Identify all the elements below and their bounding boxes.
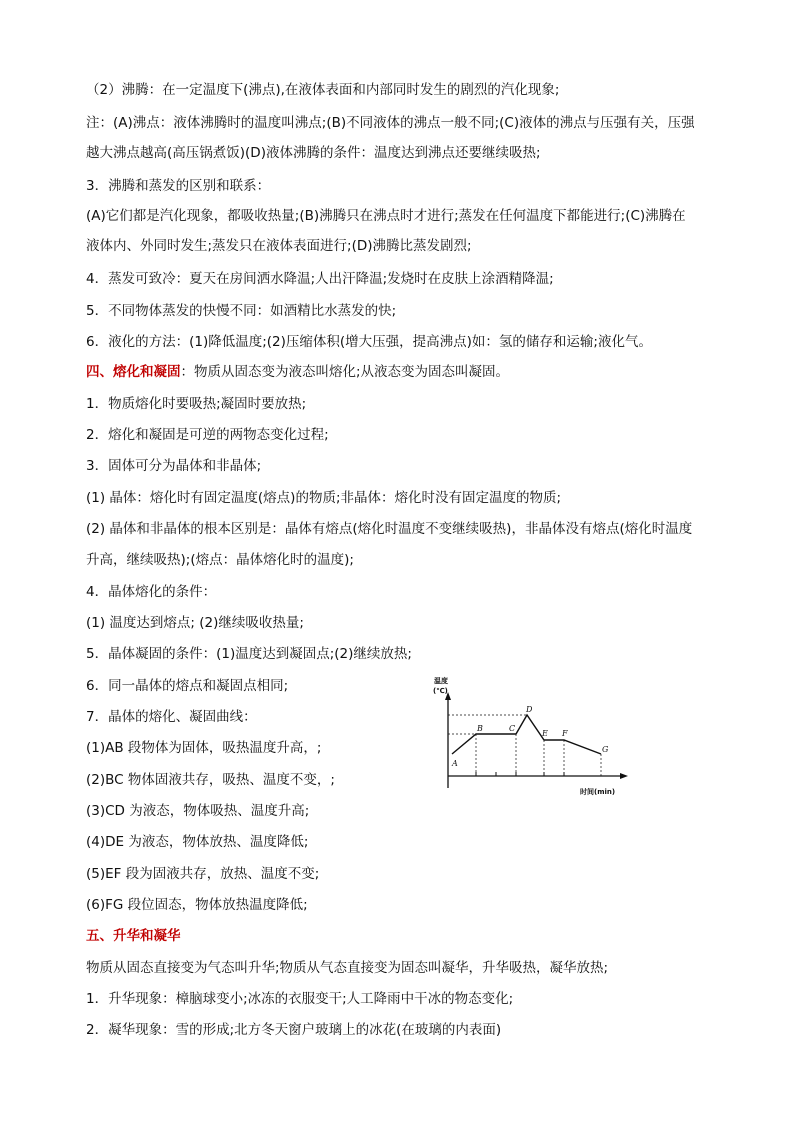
text-line: （2）沸腾：在一定温度下(沸点),在液体表面和内部同时发生的剧烈的汽化现象; <box>86 82 560 98</box>
text-line: 液体内、外同时发生;蒸发只在液体表面进行;(D)沸腾比蒸发剧烈; <box>86 238 472 254</box>
text-line: (5)EF 段为固液共存，放热、温度不变; <box>86 866 320 882</box>
text-line: 1．物质熔化时要吸热;凝固时要放热; <box>86 396 307 412</box>
text-line: 6．同一晶体的熔点和凝固点相同; <box>86 678 289 694</box>
text-line: 物质从固态直接变为气态叫升华;物质从气态直接变为固态叫凝华，升华吸热，凝华放热; <box>86 960 609 976</box>
text-line: 2．凝华现象：雪的形成;北方冬天窗户玻璃上的冰花(在玻璃的内表面) <box>86 1022 502 1038</box>
melting-solidification-curve <box>420 670 630 800</box>
text-line: 3．沸腾和蒸发的区别和联系： <box>86 178 271 194</box>
text-line: (1)AB 段物体为固体，吸热温度升高，; <box>86 740 322 756</box>
text-line: 越大沸点越高(高压锅煮饭)(D)液体沸腾的条件：温度达到沸点还要继续吸热; <box>86 145 541 161</box>
point-label-b: B <box>477 724 483 733</box>
text-line: (2)BC 物体固液共存，吸热、温度不变，; <box>86 772 335 788</box>
text-line: (3)CD 为液态，物体吸热、温度升高; <box>86 803 310 819</box>
x-axis-arrow <box>620 773 628 779</box>
section-heading-line <box>86 362 509 382</box>
text-line: 注：(A)沸点：液体沸腾时的温度叫沸点;(B)不同液体的沸点一般不同;(C)液体的沸点与压强有关，压强 <box>86 115 695 131</box>
text-line: (4)DE 为液态，物体放热、温度降低; <box>86 834 309 850</box>
x-axis-label: 时间(min) <box>580 788 616 796</box>
point-label-f: F <box>562 729 568 738</box>
text-line: (A)它们都是汽化现象，都吸收热量;(B)沸腾只在沸点时才进行;蒸发在任何温度下都能进行;(C)沸腾在 <box>86 208 686 224</box>
point-label-e: E <box>542 729 548 738</box>
point-label-c: C <box>509 724 516 733</box>
temperature-curve <box>452 715 601 754</box>
text-line: 4．晶体熔化的条件： <box>86 584 217 600</box>
text-line: 7．晶体的熔化、凝固曲线： <box>86 709 257 725</box>
y-axis-label: 温度 <box>434 677 448 685</box>
text-line: (1) 晶体：熔化时有固定温度(熔点)的物质;非晶体：熔化时没有固定温度的物质; <box>86 490 562 506</box>
text-line: (1) 温度达到熔点; (2)继续吸收热量; <box>86 615 304 631</box>
section-heading: 四、熔化和凝固 <box>86 364 181 380</box>
text-line: (2) 晶体和非晶体的根本区别是：晶体有熔点(熔化时温度不变继续吸热)，非晶体没有熔点(熔化时温度 <box>86 521 693 537</box>
section-heading: 五、升华和凝华 <box>86 928 181 944</box>
text-line: 5．晶体凝固的条件：(1)温度达到凝固点;(2)继续放热; <box>86 646 412 662</box>
text-line: 3．固体可分为晶体和非晶体; <box>86 458 262 474</box>
text-line: 1．升华现象：樟脑球变小;冰冻的衣服变干;人工降雨中干冰的物态变化; <box>86 991 514 1007</box>
text-line: 升高，继续吸热);(熔点：晶体熔化时的温度); <box>86 552 354 568</box>
section-heading-rest: ：物质从固态变为液态叫熔化;从液态变为固态叫凝固。 <box>180 364 510 380</box>
point-label-a: A <box>452 759 458 768</box>
point-label-g: G <box>602 745 609 754</box>
text-line: 2．熔化和凝固是可逆的两物态变化过程; <box>86 427 329 443</box>
y-axis-unit: (℃) <box>433 687 448 695</box>
text-line: 5．不同物体蒸发的快慢不同：如酒精比水蒸发的快; <box>86 303 397 319</box>
point-label-d: D <box>526 705 533 714</box>
text-line: (6)FG 段位固态，物体放热温度降低; <box>86 897 308 913</box>
text-line: 6．液化的方法：(1)降低温度;(2)压缩体积(增大压强，提高沸点)如：氢的储存和运输;液化气。 <box>86 334 652 350</box>
text-line: 4．蒸发可致冷：夏天在房间洒水降温;人出汗降温;发烧时在皮肤上涂酒精降温; <box>86 271 554 287</box>
